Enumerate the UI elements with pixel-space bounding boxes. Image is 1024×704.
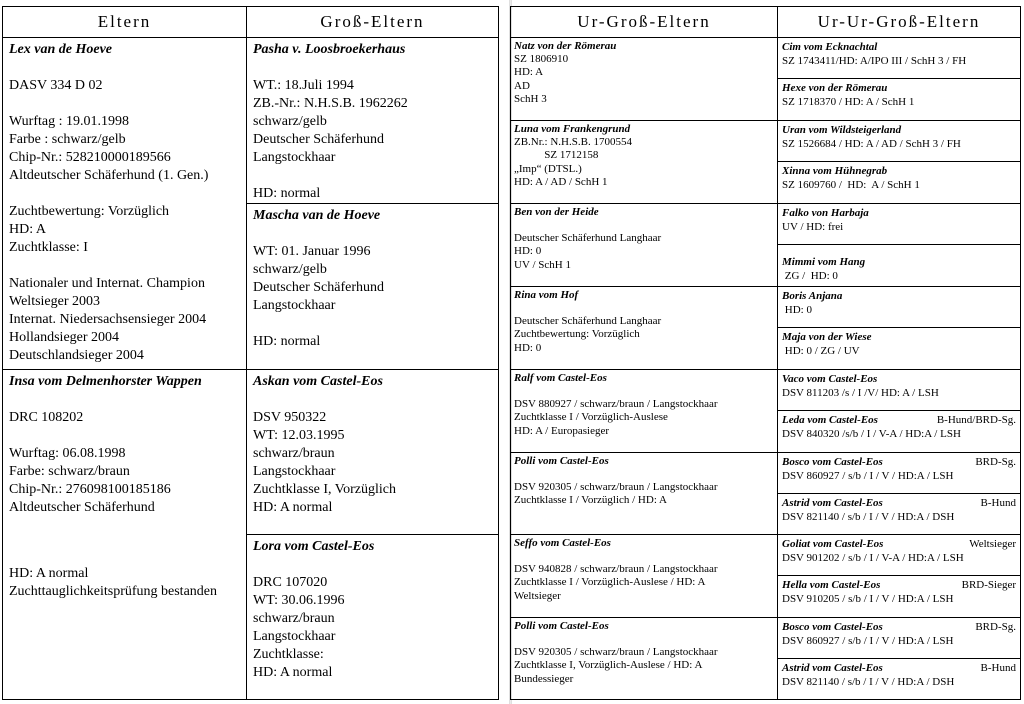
- title-line: Internat. Niedersachsensieger 2004: [9, 312, 207, 327]
- dog-name: Leda vom Castel-Eos: [782, 414, 878, 426]
- great-great-grandparent-2: [777, 78, 1021, 121]
- detail-line: Zuchtklasse: I: [9, 240, 88, 255]
- dog-name: Natz von der Römerau: [514, 40, 617, 52]
- detail-line: DSV 860927 / s/b / I / V / HD:A / LSH: [782, 470, 954, 482]
- detail-line: SchH 3: [514, 92, 547, 105]
- detail-line: ZB.-Nr.: N.H.S.B. 1962262: [253, 96, 408, 111]
- detail-line: WT: 30.06.1996: [253, 593, 345, 608]
- dog-name: Ben von der Heide: [514, 206, 599, 218]
- detail-line: Chip-Nr.: 528210000189566: [9, 150, 171, 165]
- detail-line: Zuchttauglichkeitsprüfung bestanden: [9, 584, 217, 599]
- detail-line: HD: 0: [514, 245, 542, 258]
- detail-line: Chip-Nr.: 276098100185186: [9, 482, 171, 497]
- detail-line: Bundessieger: [514, 672, 574, 685]
- detail-line: SZ 1526684 / HD: A / AD / SchH 3 / FH: [782, 138, 961, 150]
- detail-line: Zuchtklasse I, Vorzüglich: [253, 482, 396, 497]
- detail-line: Langstockhaar: [253, 629, 336, 644]
- detail-line: DSV 901202 / s/b / I / V-A / HD:A / LSH: [782, 552, 964, 564]
- detail-line: WT: 12.03.1995: [253, 428, 345, 443]
- dog-name: Astrid vom Castel-Eos: [782, 662, 883, 674]
- detail-line: SZ 1743411/HD: A/IPO III / SchH 3 / FH: [782, 55, 967, 67]
- detail-line: DSV 860927 / s/b / I / V / HD:A / LSH: [782, 635, 954, 647]
- detail-line: SZ 1718370 / HD: A / SchH 1: [782, 96, 915, 108]
- dog-name: Vaco vom Castel-Eos: [782, 373, 878, 385]
- detail-line: DRC 107020: [253, 575, 328, 590]
- grandparent-1: [246, 37, 499, 204]
- great-grandparent-3: [510, 203, 778, 287]
- great-great-grandparent-16: [777, 658, 1021, 700]
- great-great-grandparent-3: [777, 120, 1021, 162]
- detail-line: SZ 1609760 / HD: A / SchH 1: [782, 179, 920, 191]
- detail-line: HD: A normal: [9, 566, 89, 581]
- dog-name: Luna vom Frankengrund: [514, 123, 631, 135]
- dog-name: Bosco vom Castel-Eos: [782, 621, 883, 633]
- header-gross-eltern: Groß-Eltern: [246, 6, 499, 38]
- great-great-grandparent-1: [777, 37, 1021, 79]
- great-great-grandparent-10: [777, 410, 1021, 453]
- great-grandparent-8: [510, 617, 778, 700]
- detail-line: Zuchtklasse I / Vorzüglich / HD: A: [514, 494, 667, 507]
- great-great-grandparent-4: [777, 161, 1021, 204]
- detail-line: Altdeutscher Schäferhund (1. Gen.): [9, 168, 209, 183]
- detail-line: SZ 1806910: [514, 53, 569, 66]
- detail-line: Zuchtklasse I, Vorzüglich-Auslese / HD: A: [514, 659, 703, 672]
- great-great-grandparent-12: [777, 493, 1021, 535]
- parent-father: [2, 37, 247, 370]
- detail-line: Langstockhaar: [253, 298, 336, 313]
- dog-name: Ralf vom Castel-Eos: [514, 372, 607, 384]
- detail-line: ZG / HD: 0: [782, 270, 838, 282]
- great-grandparent-7: [510, 534, 778, 618]
- dog-name: Bosco vom Castel-Eos: [782, 456, 883, 468]
- dog-name: Lex van de Hoeve: [9, 42, 113, 57]
- detail-line: Zuchtklasse I / Vorzüglich-Auslese / HD: A: [514, 576, 706, 589]
- detail-line: SZ 1712158: [514, 149, 599, 162]
- detail-line: Langstockhaar: [253, 150, 336, 165]
- detail-line: DSV 920305 / schwarz/braun / Langstockhaar: [514, 646, 718, 659]
- detail-line: Altdeutscher Schäferhund: [9, 500, 155, 515]
- title-line: Deutschlandsieger 2004: [9, 348, 144, 363]
- detail-line: Zuchtbewertung: Vorzüglich: [514, 328, 640, 341]
- dog-name: Mascha van de Hoeve: [253, 208, 381, 223]
- dog-name: Polli vom Castel-Eos: [514, 455, 609, 467]
- detail-line: schwarz/gelb: [253, 114, 327, 129]
- detail-line: AD: [514, 79, 530, 92]
- great-grandparent-6: [510, 452, 778, 535]
- detail-line: HD: A / AD / SchH 1: [514, 175, 608, 188]
- detail-line: Deutscher Schäferhund Langhaar: [514, 232, 662, 245]
- title-line: Hollandsieger 2004: [9, 330, 120, 345]
- hd-line: HD: normal: [253, 334, 321, 349]
- registration: DASV 334 D 02: [9, 78, 103, 93]
- detail-line: Langstockhaar: [253, 464, 336, 479]
- great-great-grandparent-14: [777, 575, 1021, 618]
- detail-line: DSV 940828 / schwarz/braun / Langstockhaar: [514, 563, 718, 576]
- great-great-grandparent-8: [777, 327, 1021, 370]
- dog-name: Hexe von der Römerau: [782, 82, 888, 94]
- title-tag: BRD-Sg.: [975, 621, 1016, 633]
- detail-line: Wurftag : 19.01.1998: [9, 114, 129, 129]
- dog-name: Boris Anjana: [782, 290, 843, 302]
- detail-line: WT: 01. Januar 1996: [253, 244, 371, 259]
- great-great-grandparent-11: [777, 452, 1021, 494]
- detail-line: HD: A: [9, 222, 46, 237]
- dog-name: Insa vom Delmenhorster Wappen: [9, 374, 202, 389]
- great-great-grandparent-13: [777, 534, 1021, 576]
- header-ur-gross-eltern: Ur-Groß-Eltern: [510, 6, 778, 38]
- dog-name: Uran vom Wildsteigerland: [782, 124, 902, 136]
- detail-line: HD: A normal: [253, 500, 333, 515]
- detail-line: Weltsieger: [514, 589, 561, 602]
- dog-name: Askan vom Castel-Eos: [253, 374, 383, 389]
- great-great-grandparent-9: [777, 369, 1021, 411]
- dog-name: Seffo vom Castel-Eos: [514, 537, 611, 549]
- detail-line: schwarz/gelb: [253, 262, 327, 277]
- great-great-grandparent-5: [777, 203, 1021, 245]
- detail-line: Farbe: schwarz/braun: [9, 464, 130, 479]
- header-eltern: Eltern: [2, 6, 247, 38]
- title-tag: Weltsieger: [969, 538, 1016, 550]
- title-tag: B-Hund: [980, 662, 1016, 674]
- dog-name: Rina vom Hof: [514, 289, 579, 301]
- detail-line: schwarz/braun: [253, 611, 335, 626]
- header-ur-ur-gross-eltern: Ur-Ur-Groß-Eltern: [777, 6, 1021, 38]
- dog-name: Cim vom Ecknachtal: [782, 41, 878, 53]
- grandparent-3: [246, 369, 499, 535]
- title-line: Weltsieger 2003: [9, 294, 101, 309]
- dog-name: Falko von Harbaja: [782, 207, 869, 219]
- great-great-grandparent-7: [777, 286, 1021, 328]
- detail-line: DSV 811203 /s / I /V/ HD: A / LSH: [782, 387, 939, 399]
- detail-line: WT.: 18.Juli 1994: [253, 78, 354, 93]
- detail-line: UV / SchH 1: [514, 258, 571, 271]
- detail-line: DSV 950322: [253, 410, 327, 425]
- detail-line: schwarz/braun: [253, 446, 335, 461]
- detail-line: DSV 821140 / s/b / I / V / HD:A / DSH: [782, 511, 955, 523]
- detail-line: DSV 840320 /s/b / I / V-A / HD:A / LSH: [782, 428, 961, 440]
- dog-name: Hella vom Castel-Eos: [782, 579, 881, 591]
- detail-line: HD: 0: [514, 341, 542, 354]
- registration: DRC 108202: [9, 410, 84, 425]
- title-tag: B-Hund/BRD-Sg.: [936, 414, 1016, 426]
- parent-mother: [2, 369, 247, 700]
- detail-line: HD: 0: [782, 304, 812, 316]
- detail-line: Deutscher Schäferhund: [253, 280, 385, 295]
- great-grandparent-2: [510, 120, 778, 204]
- great-great-grandparent-6: [777, 244, 1021, 287]
- detail-line: HD: 0 / ZG / UV: [782, 345, 860, 357]
- dog-name: Astrid vom Castel-Eos: [782, 497, 883, 509]
- detail-line: DSV 821140 / s/b / I / V / HD:A / DSH: [782, 676, 955, 688]
- detail-line: Farbe : schwarz/gelb: [9, 132, 126, 147]
- title-tag: B-Hund: [980, 497, 1016, 509]
- dog-name: Goliat vom Castel-Eos: [782, 538, 884, 550]
- detail-line: HD: A: [514, 66, 544, 79]
- detail-line: UV / HD: frei: [782, 221, 844, 233]
- title-line: Nationaler und Internat. Champion: [9, 276, 205, 291]
- great-grandparent-1: [510, 37, 778, 121]
- dog-name: Xinna vom Hühnegrab: [782, 165, 888, 177]
- detail-line: Zuchtklasse:: [253, 647, 324, 662]
- title-tag: BRD-Sg.: [975, 456, 1016, 468]
- dog-name: Polli vom Castel-Eos: [514, 620, 609, 632]
- dog-name: Maja von der Wiese: [782, 331, 872, 343]
- title-tag: BRD-Sieger: [961, 579, 1016, 591]
- detail-line: Zuchtklasse I / Vorzüglich-Auslese: [514, 411, 668, 424]
- great-grandparent-5: [510, 369, 778, 453]
- great-great-grandparent-15: [777, 617, 1021, 659]
- detail-line: DSV 920305 / schwarz/braun / Langstockhaar: [514, 481, 718, 494]
- grandparent-4: [246, 534, 499, 700]
- detail-line: Deutscher Schäferhund: [253, 132, 385, 147]
- dog-name: Mimmi vom Hang: [782, 256, 866, 268]
- detail-line: Wurftag: 06.08.1998: [9, 446, 126, 461]
- hd-line: HD: normal: [253, 186, 321, 201]
- detail-line: „Imp“ (DTSL.): [514, 162, 582, 175]
- detail-line: ZB.Nr.: N.H.S.B. 1700554: [514, 136, 632, 149]
- great-grandparent-4: [510, 286, 778, 370]
- dog-name: Lora vom Castel-Eos: [253, 539, 375, 554]
- detail-line: DSV 910205 / s/b / I / V / HD:A / LSH: [782, 593, 954, 605]
- grandparent-2: [246, 203, 499, 370]
- detail-line: HD: A / Europasieger: [514, 424, 610, 437]
- detail-line: DSV 880927 / schwarz/braun / Langstockhaar: [514, 398, 718, 411]
- detail-line: HD: A normal: [253, 665, 333, 680]
- dog-name: Pasha v. Loosbroekerhaus: [253, 42, 406, 57]
- detail-line: Zuchtbewertung: Vorzüglich: [9, 204, 170, 219]
- detail-line: Deutscher Schäferhund Langhaar: [514, 315, 662, 328]
